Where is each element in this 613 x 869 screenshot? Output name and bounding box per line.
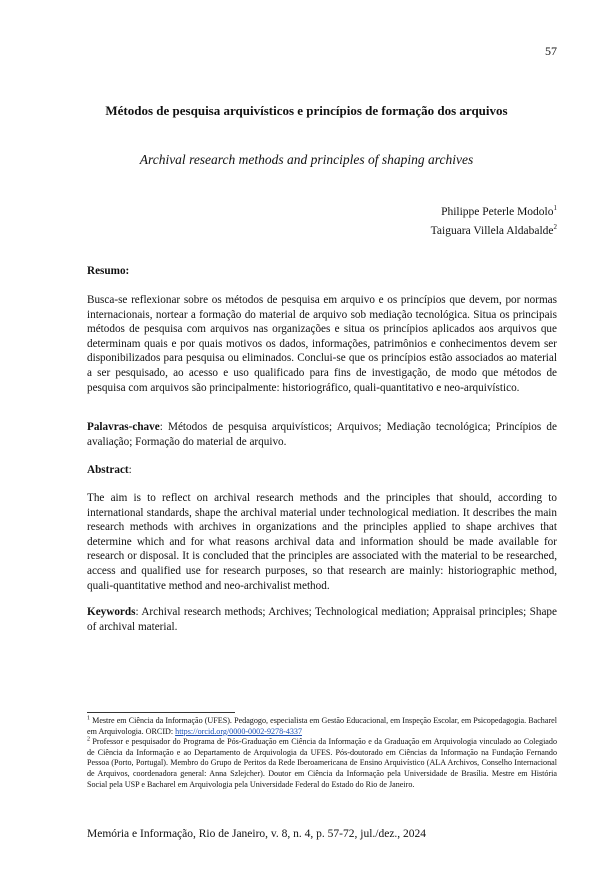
author-name: Philippe Peterle Modolo [441, 206, 554, 218]
article-title: Métodos de pesquisa arquivísticos e princípios de formação dos arquivos [105, 103, 508, 118]
footnote-marker[interactable]: 1 [553, 204, 557, 213]
abstract-heading [87, 463, 557, 478]
palavras-chave [87, 420, 557, 449]
keywords [87, 605, 557, 634]
footnotes [87, 716, 557, 790]
footnote-number: 2 [87, 736, 90, 743]
orcid-link[interactable]: https://orcid.org/0000-0002-9278-4337 [175, 726, 303, 736]
author-2 [431, 222, 557, 241]
palavras-chave-text: : Métodos de pesquisa arquivísticos; Arquivos; Mediação tecnológica; Princípios de avaliação; Formação do material de arquivo. [87, 421, 557, 448]
author-list [431, 203, 557, 241]
keywords-label: Keywords [87, 606, 136, 618]
abstract-heading-label: Abstract [87, 464, 129, 476]
footnote-number: 1 [87, 715, 90, 722]
footnote-marker[interactable]: 2 [553, 223, 557, 232]
keywords-text: : Archival research methods; Archives; Technological mediation; Appraisal principles; Shape of archival material. [87, 606, 557, 633]
footnote-text: Mestre em Ciência da Informação (UFES). Pedagogo, especialista em Gestão Educacional, em Inspeção Escolar, em Psicopedagogia. Bacharel em Arquivologia. ORCID: [87, 716, 557, 736]
page-number: 57 [545, 44, 557, 58]
abstract-heading-colon: : [128, 464, 132, 476]
author-name: Taiguara Villela Aldabalde [430, 225, 554, 237]
footnote-text: Professor e pesquisador do Programa de Pós-Graduação em Ciência da Informação e da Graduação em Arquivologia vinculado ao Colegiado de Ciência da Informação e ao Departamento de Arquivologia da UFES. Pós-doutorado em Ciências da Informação na Fundação Fernando Pessoa (Porto, Portugal). Membro do Grupo de Peritos da Rede Iberoamericana de Ensino Arquivístico (ALA Archivos, Conselho Internacional de Arquivos, coordenadora general: Anna Szlejcher). Doutor em Ciência da Informação pela Universidade de Brasília. Mestre em História Social pela USP e Bacharel em Arquivologia pela Universidade Federal do Estado do Rio de Janeiro. [87, 737, 557, 789]
article-subtitle-english: Archival research methods and principles of shaping archives [139, 152, 474, 167]
abstract-text: The aim is to reflect on archival research methods and the principles that should, according to international standards, shape the archival material under technological mediation. It describes the main research methods with archives in organizations and the principles applied to shape archives that determine which and for what reasons archival data and information should be made available for research or disposal. It is concluded that the principles are associated with the material to be researched, access and qualified use for research purposes, so that research are mainly: historiographic method, quali-quantitative method and neo-archivalist method. [87, 492, 557, 592]
footnote-2 [87, 737, 557, 790]
author-1 [431, 203, 557, 222]
palavras-chave-label: Palavras-chave [87, 421, 160, 433]
resumo-heading [87, 264, 557, 279]
footnote-divider [87, 712, 235, 713]
resumo-text: Busca-se reflexionar sobre os métodos de pesquisa em arquivo e os princípios que devem, por normas internacionais, nortear a formação do material de arquivo sob mediação tecnológica. Situa os principais métodos de pesquisa com arquivos nas organizações e situa os princípios aplicados aos arquivos que determinam quais e por quais motivos os dados, informações, patrimônios e conhecimentos devem ser disponibilizados para pesquisa ou eliminados. Conclui-se que os princípios estão associados ao material a ser pesquisado, ao acesso e uso qualificado para fins de investigação, de modo que métodos de pesquisa com arquivos são principalmente: historiográfico, quali-quantitativo e neo-arquivístico. [87, 294, 557, 394]
footnote-1 [87, 716, 557, 737]
journal-citation-footer: Memória e Informação, Rio de Janeiro, v. 8, n. 4, p. 57-72, jul./dez., 2024 [87, 828, 427, 840]
resumo-heading-label: Resumo: [87, 265, 130, 277]
